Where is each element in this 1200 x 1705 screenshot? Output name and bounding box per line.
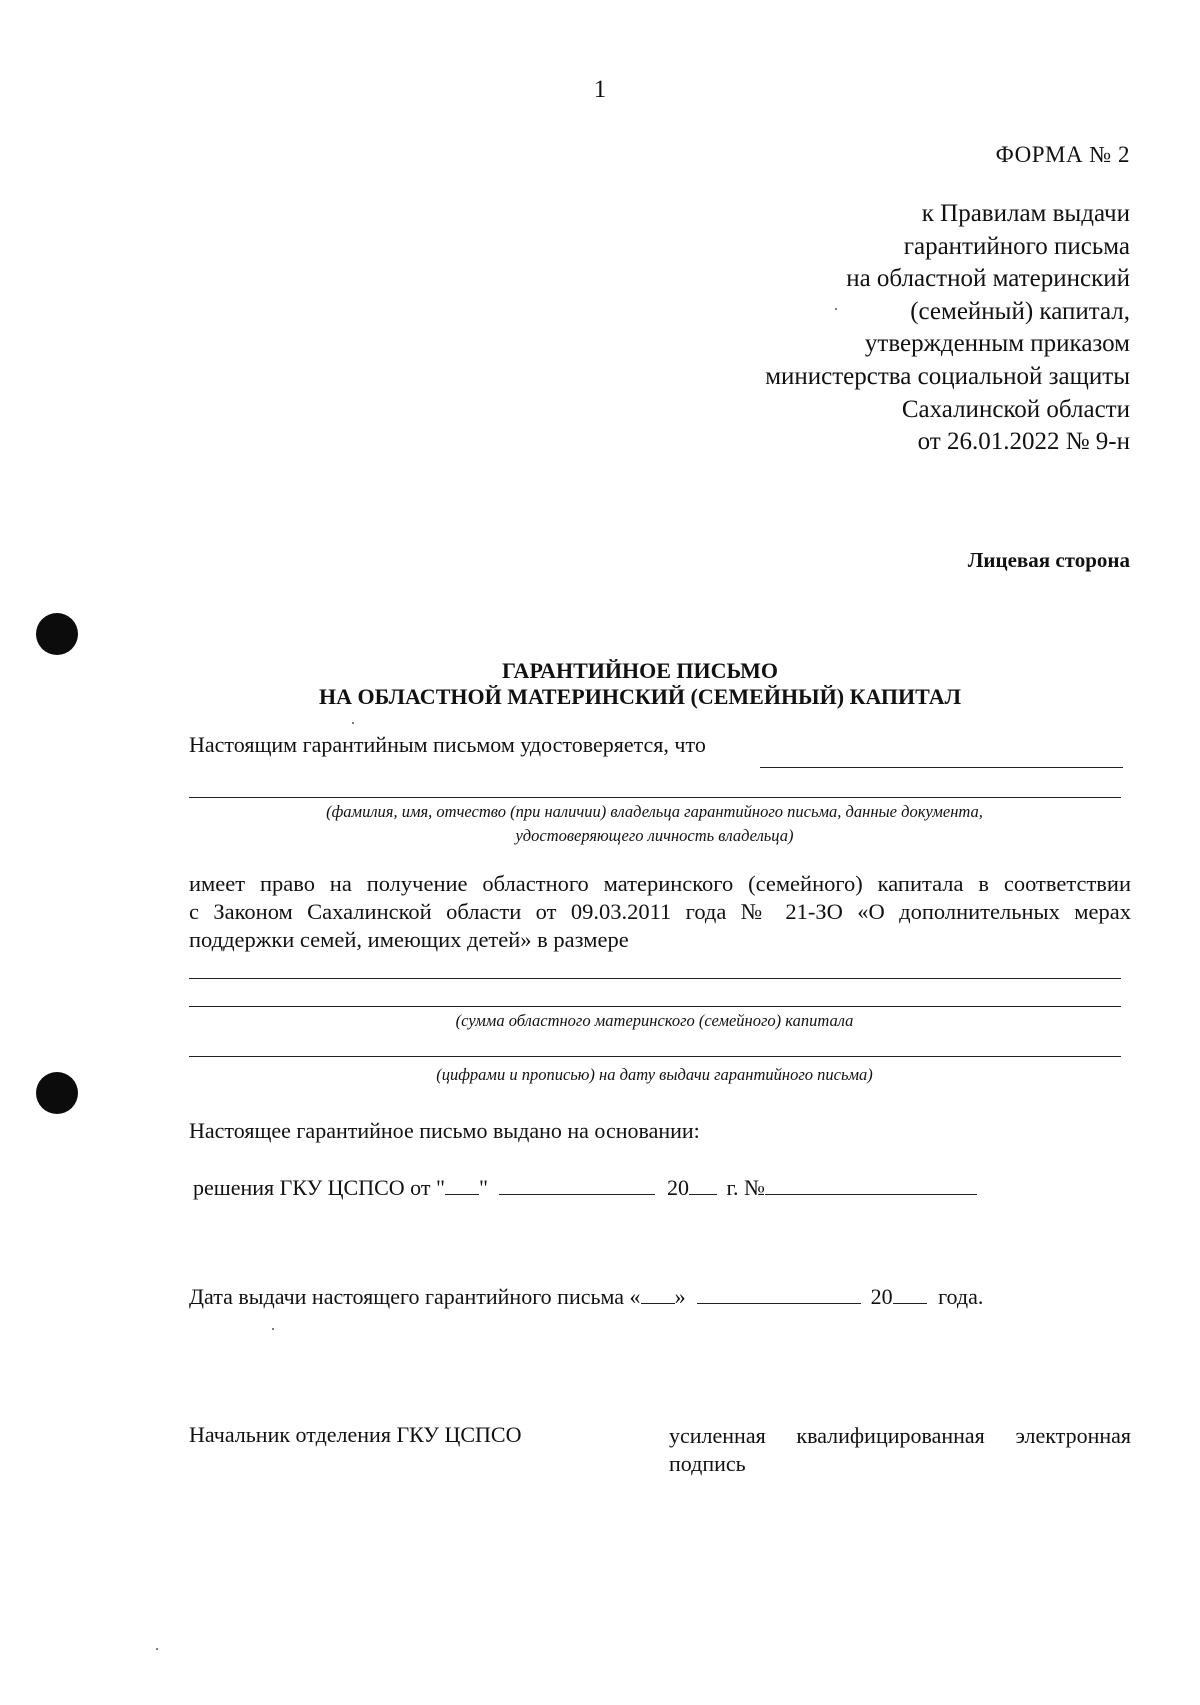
holder-name-field-first[interactable] (760, 767, 1123, 768)
decision-month-field[interactable] (499, 1176, 655, 1195)
rules-line: (семейный) капитал, (910, 297, 1130, 325)
rules-line: утвержденным приказом (864, 330, 1130, 358)
rights-line: поддержки семей, имеющих детей» в размере (189, 927, 629, 952)
holder-intro: Настоящим гарантийным письмом удостоверяется, что (189, 732, 706, 757)
decision-prefix: решения ГКУ ЦСПСО от " (193, 1175, 445, 1200)
document-title (190, 658, 1090, 710)
rules-line: гарантийного письма (903, 232, 1130, 260)
amount-field-second[interactable] (189, 1006, 1121, 1007)
decision-quote-close: " (478, 1175, 488, 1200)
signature-type-line: усиленная квалифицированная электронная (669, 1423, 1131, 1448)
rules-line: министерства социальной защиты (765, 362, 1130, 390)
decision-number-label: г. № (726, 1175, 766, 1200)
issue-date-line (189, 1284, 983, 1310)
decision-year-prefix: 20 (666, 1175, 689, 1200)
scan-speck (352, 722, 354, 724)
caption-line: (фамилия, имя, отчество (при наличии) владельца гарантийного письма, данные документа, (326, 802, 983, 821)
issue-date-prefix: Дата выдачи настоящего гарантийного письма « (189, 1284, 641, 1309)
issue-month-field[interactable] (697, 1285, 861, 1304)
rules-line: на областной материнский (846, 265, 1130, 293)
issue-day-field[interactable] (641, 1285, 675, 1304)
issue-year-suffix: года. (938, 1284, 984, 1309)
signature-type-line: подпись (669, 1451, 746, 1476)
amount-field-third[interactable] (189, 1056, 1121, 1057)
signature-type (669, 1422, 1131, 1478)
title-line: НА ОБЛАСТНОЙ МАТЕРИНСКИЙ (СЕМЕЙНЫЙ) КАПИТАЛ (319, 684, 961, 709)
decision-year-field[interactable] (689, 1176, 717, 1195)
scan-speck (272, 1328, 274, 1330)
side-label: Лицевая сторона (967, 548, 1130, 572)
decision-line (193, 1175, 977, 1201)
amount-caption-top: (сумма областного материнского (семейного) капитала (455, 1011, 854, 1030)
holder-name-field-second[interactable] (189, 797, 1121, 798)
amount-field-first[interactable] (189, 978, 1121, 979)
basis-text: Настоящее гарантийное письмо выдано на основании: (189, 1118, 700, 1143)
page-number: 1 (593, 76, 607, 103)
rules-reference (765, 198, 1130, 459)
signatory-role: Начальник отделения ГКУ ЦСПСО (189, 1422, 522, 1447)
decision-day-field[interactable] (445, 1176, 479, 1195)
rules-line: к Правилам выдачи (921, 200, 1130, 227)
rights-line: имеет право на получение областного материнского (семейного) капитала в соответствии (189, 871, 1131, 896)
rights-line: с Законом Сахалинской области от 09.03.2011 года № 21-ЗО «О дополнительных мерах (189, 899, 1131, 924)
form-number: ФОРМА № 2 (995, 142, 1130, 167)
rights-paragraph (189, 870, 1131, 954)
rules-line: Сахалинской области (901, 395, 1130, 423)
issue-year-prefix: 20 (870, 1284, 893, 1309)
punch-hole-bottom (36, 1072, 78, 1114)
issue-quote-close: » (674, 1284, 686, 1309)
issue-year-field[interactable] (893, 1285, 927, 1304)
scan-speck (156, 1648, 158, 1650)
rules-line: от 26.01.2022 № 9-н (917, 428, 1130, 456)
punch-hole-top (36, 613, 78, 655)
holder-caption (189, 800, 1120, 848)
title-line: ГАРАНТИЙНОЕ ПИСЬМО (501, 658, 779, 683)
decision-number-field[interactable] (765, 1176, 977, 1195)
caption-line: удостоверяющего личность владельца) (515, 826, 794, 845)
amount-caption-bottom: (цифрами и прописью) на дату выдачи гарантийного письма) (436, 1065, 873, 1084)
